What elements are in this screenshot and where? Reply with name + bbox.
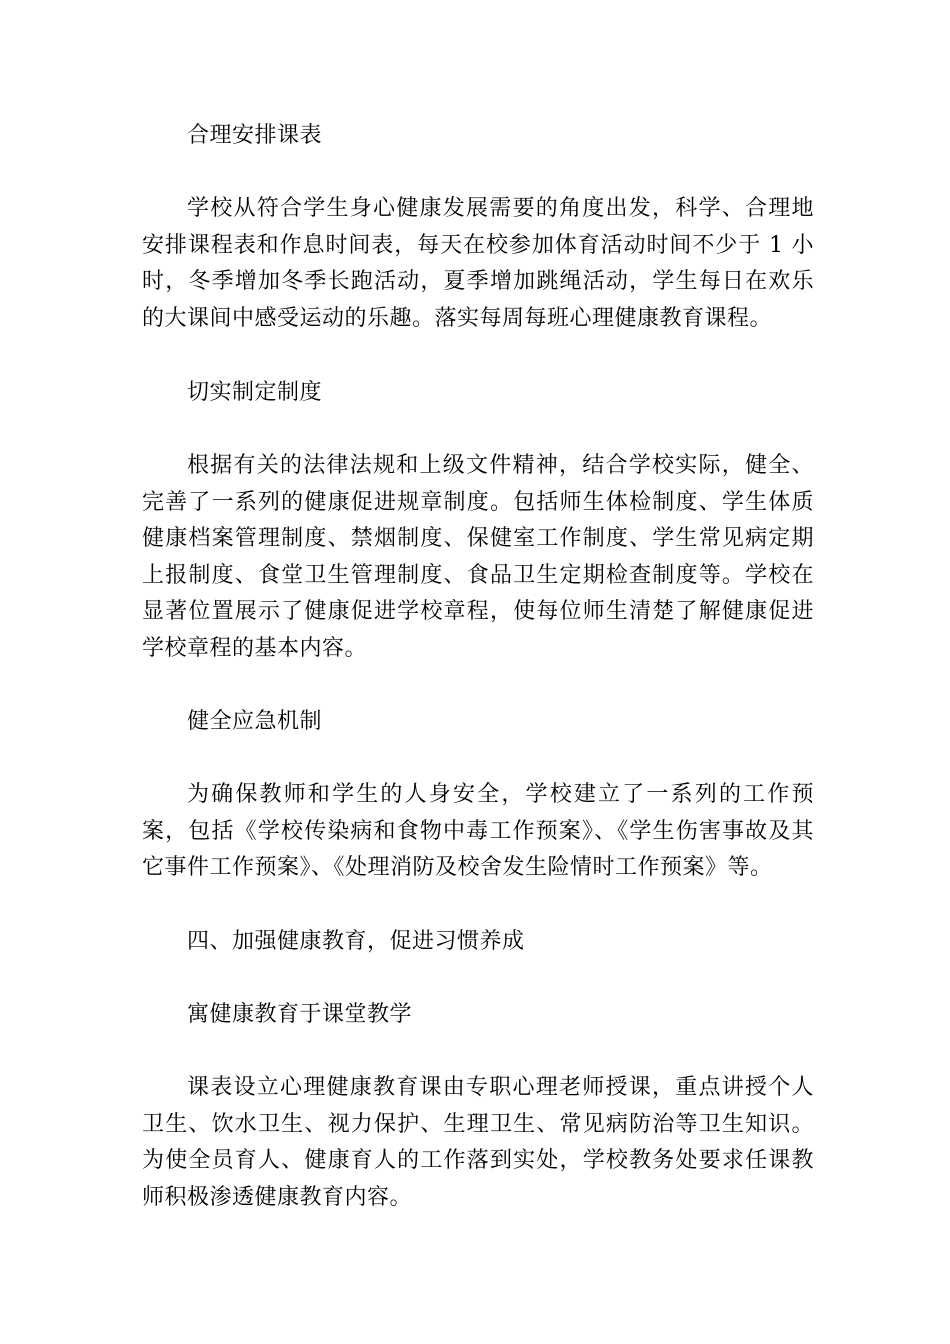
paragraph-emergency: 为确保教师和学生的人身安全，学校建立了一系列的工作预案，包括《学校传染病和食物中毒工作预案》、《学生伤害事故及其它事件工作预案》、《处理消防及校舍发生险情时工作预案》等。: [142, 782, 814, 880]
paragraph-schedule: 学校从符合学生身心健康发展需要的角度出发，科学、合理地安排课程表和作息时间表，每天在校参加体育活动时间不少于 1 小时，冬季增加冬季长跑活动，夏季增加跳绳活动，学生每日在欢乐的大课间中感受运动的乐趣。落实每周每班心理健康教育课程。: [142, 196, 814, 331]
section-heading-emergency: 健全应急机制: [187, 709, 323, 734]
section-heading-rules: 切实制定制度: [187, 380, 323, 405]
paragraph-rules: 根据有关的法律法规和上级文件精神，结合学校实际，健全、完善了一系列的健康促进规章制度。包括师生体检制度、学生体质健康档案管理制度、禁烟制度、保健室工作制度、学生常见病定期上报制度、食堂卫生管理制度、食品卫生定期检查制度等。学校在显著位置展示了健康促进学校章程，使每位师生清楚了解健康促进学校章程的基本内容。: [142, 453, 814, 661]
paragraph-classroom: 课表设立心理健康教育课由专职心理老师授课，重点讲授个人卫生、饮水卫生、视力保护、生理卫生、常见病防治等卫生知识。为使全员育人、健康育人的工作落到实处，学校教务处要求任课教师积极渗透健康教育内容。: [142, 1075, 814, 1210]
section-heading-classroom: 寓健康教育于课堂教学: [187, 1002, 413, 1027]
section-heading-four: 四、加强健康教育，促进习惯养成: [187, 929, 525, 954]
section-heading-schedule: 合理安排课表: [187, 123, 323, 148]
